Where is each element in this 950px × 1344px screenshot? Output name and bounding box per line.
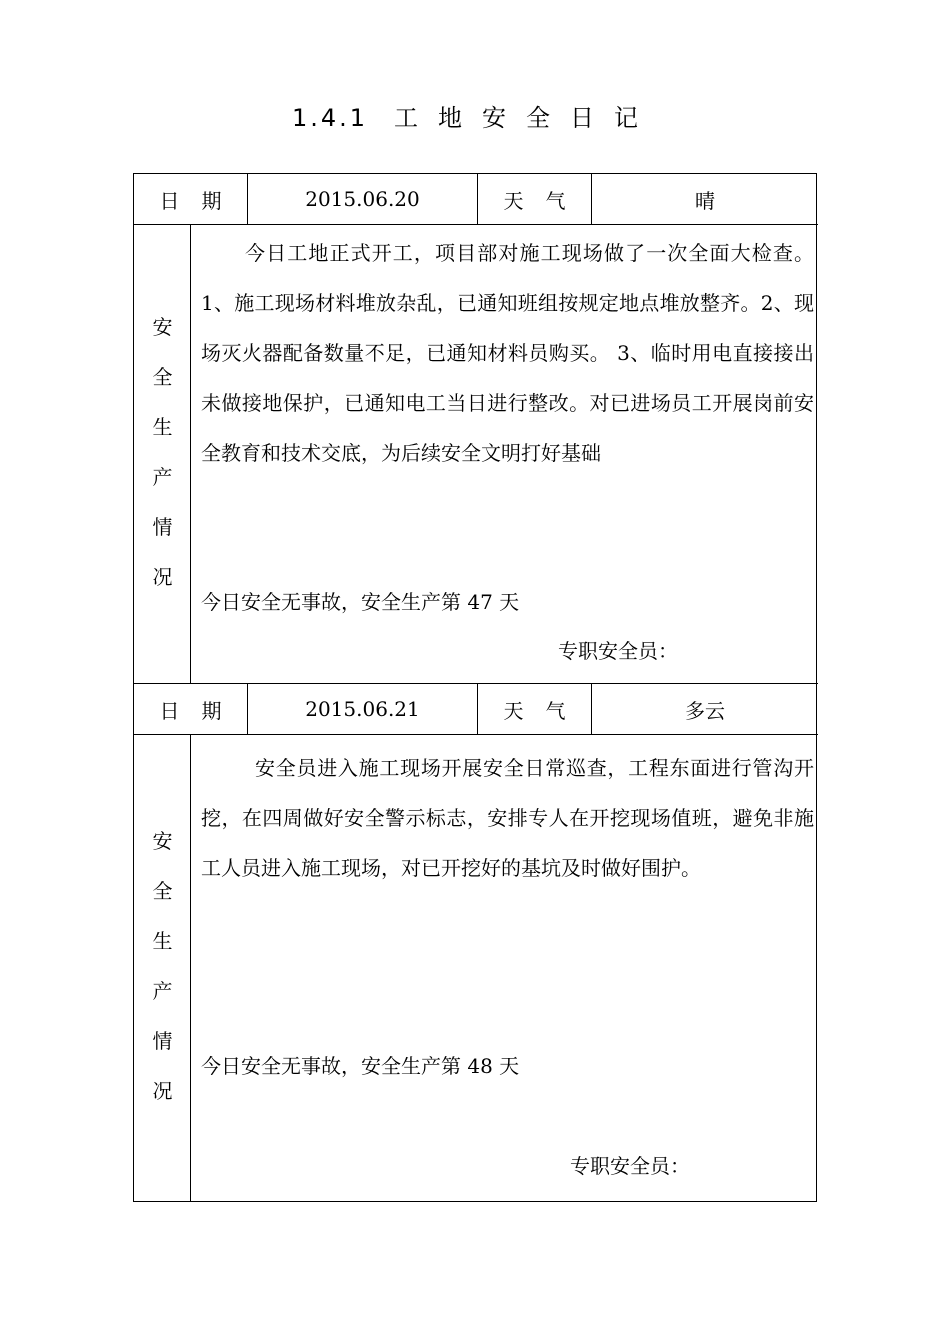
section-char: 况 xyxy=(152,565,173,589)
section-char: 况 xyxy=(152,1079,173,1103)
entry-1-weather: 晴 xyxy=(695,188,715,213)
section-label xyxy=(134,225,191,683)
section-char: 情 xyxy=(152,1029,173,1053)
entry-2-weather: 多云 xyxy=(685,698,725,723)
entry-1-header-row xyxy=(134,174,818,225)
entry-2-content-area xyxy=(191,735,818,1201)
section-char: 安 xyxy=(152,829,173,853)
weather-label: 天气 xyxy=(478,684,592,734)
entry-2-date: 2015.06.21 xyxy=(248,684,478,734)
entry-1-signature: 专职安全员： xyxy=(558,639,678,663)
date-label: 日期 xyxy=(134,684,248,734)
entry-1-summary: 今日安全无事故，安全生产第 47 天 xyxy=(201,590,520,614)
section-char: 安 xyxy=(152,315,173,339)
section-char: 全 xyxy=(152,879,173,903)
safety-log-table xyxy=(133,173,817,1202)
title-number: 1.4.1 xyxy=(291,104,369,132)
entry-2-summary: 今日安全无事故，安全生产第 48 天 xyxy=(201,1054,520,1078)
entry-1-content: 今日工地正式开工，项目部对施工现场做了一次全面大检查。1、施工现场材料堆放杂乱，已通知班组按规定地点堆放整齐。2、现场灭火器配备数量不足，已通知材料员购买。 3、临时用电直接接出未做接地保护，已通知电工当日进行整改。对已进场员工开展岗前安全教育和技术交底，为后续安全文明打好基础 xyxy=(201,241,814,465)
section-char: 产 xyxy=(152,979,173,1003)
entry-1-date: 2015.06.20 xyxy=(248,174,478,224)
entry-1-body-row xyxy=(134,225,818,684)
entry-2-body-row xyxy=(134,735,818,1201)
section-char: 产 xyxy=(152,465,173,489)
date-label: 日期 xyxy=(134,174,248,224)
entry-2-header-row xyxy=(134,684,818,735)
section-char: 全 xyxy=(152,365,173,389)
page-title xyxy=(0,100,950,136)
entry-2-content: 安全员进入施工现场开展安全日常巡查，工程东面进行管沟开挖，在四周做好安全警示标志，安排专人在开挖现场值班，避免非施工人员进入施工现场，对已开挖好的基坑及时做好围护。 xyxy=(201,756,814,880)
weather-label: 天气 xyxy=(478,174,592,224)
entry-2-signature: 专职安全员： xyxy=(570,1154,690,1178)
section-char: 生 xyxy=(152,929,173,953)
section-char: 生 xyxy=(152,415,173,439)
section-label xyxy=(134,735,191,1201)
title-text: 工地安全日记 xyxy=(394,104,659,132)
entry-1-content-area xyxy=(191,225,818,683)
section-char: 情 xyxy=(152,515,173,539)
